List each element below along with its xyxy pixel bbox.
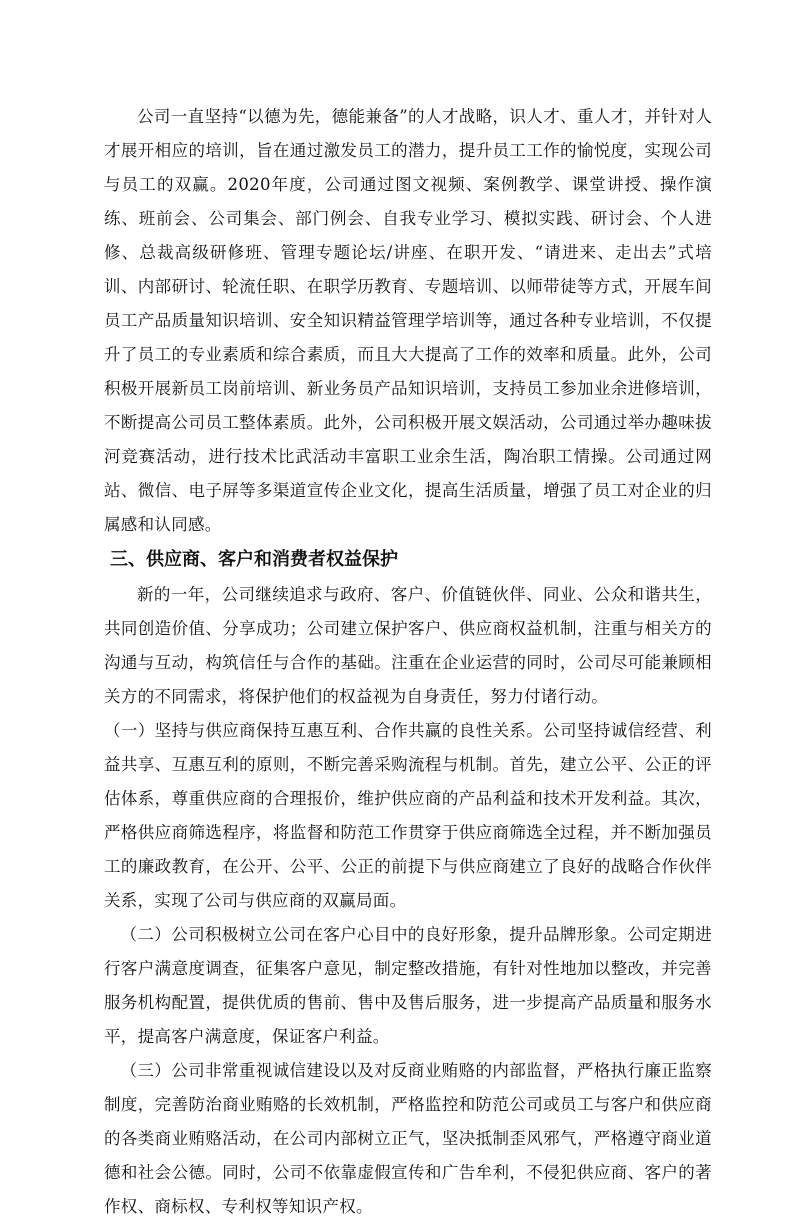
supplier-relations-paragraph: （一）坚持与供应商保持互惠互利、合作共赢的良性关系。公司坚持诚信经营、利益共享、互惠互利的原则，不断完善采购流程与机制。首先，建立公平、公正的评估体系，尊重供应商的合理报价，维护供应商的产品利益和技术开发利益。其次，严格供应商筛选程序，将监督和防范工作贯穿于供应商筛选全过程，并不断加强员工的廉政教育，在公开、公平、公正的前提下与供应商建立了良好的战略合作伙伴关系，实现了公司与供应商的双赢局面。	[104, 721, 712, 910]
anti-bribery-paragraph: （三）公司非常重视诚信建设以及对反商业贿赂的内部监督，严格执行廉正监察制度，完善防治商业贿赂的长效机制，严格监控和防范公司或员工与客户和供应商的各类商业贿赂活动，在公司内部树立正气，坚决抵制歪风邪气，严格遵守商业道德和社会公德。同时，公司不依靠虚假宣传和广告牟利，不侵犯供应商、客户的著作权、商标权、专利权等知识产权。	[104, 1061, 712, 1216]
talent-training-paragraph: 公司一直坚持“以德为先，德能兼备”的人才战略，识人才、重人才，并针对人才展开相应的培训，旨在通过激发员工的潜力，提升员工工作的愉悦度，实现公司与员工的双赢。2020年度，公司通过图文视频、案例教学、课堂讲授、操作演练、班前会、公司集会、部门例会、自我专业学习、模拟实践、研讨会、个人进修、总裁高级研修班、管理专题论坛/讲座、在职开发、“请进来、走出去”式培训、内部研讨、轮流任职、在职学历教育、专题培训、以师带徒等方式，开展车间员工产品质量知识培训、安全知识精益管理学培训等，通过各种专业培训，不仅提升了员工的专业素质和综合素质，而且大大提高了工作的效率和质量。此外，公司积极开展新员工岗前培训、新业务员产品知识培训，支持员工参加业余进修培训，不断提高公司员工整体素质。此外，公司积极开展文娱活动，公司通过举办趣味拔河竞赛活动，进行技术比武活动丰富职工业余生活，陶冶职工情操。公司通过网站、微信、电子屏等多渠道宣传企业文化，提高生活质量，增强了员工对企业的归属感和认同感。	[104, 107, 712, 534]
stakeholder-intro-paragraph: 新的一年，公司继续追求与政府、客户、价值链伙伴、同业、公众和谐共生，共同创造价值、分享成功；公司建立保护客户、供应商权益机制，注重与相关方的沟通与互动，构筑信任与合作的基础。注重在企业运营的同时，公司尽可能兼顾相关方的不同需求，将保护他们的权益视为自身责任，努力付诸行动。	[104, 585, 712, 706]
section-heading: 三、供应商、客户和消费者权益保护	[110, 549, 398, 570]
customer-image-paragraph: （二）公司积极树立公司在客户心目中的良好形象，提升品牌形象。公司定期进行客户满意度调查，征集客户意见，制定整改措施，有针对性地加以整改，并完善服务机构配置，提供优质的售前、售中及售后服务，进一步提高产品质量和服务水平，提高客户满意度，保证客户利益。	[104, 925, 712, 1046]
document-page	[104, 100, 712, 1224]
